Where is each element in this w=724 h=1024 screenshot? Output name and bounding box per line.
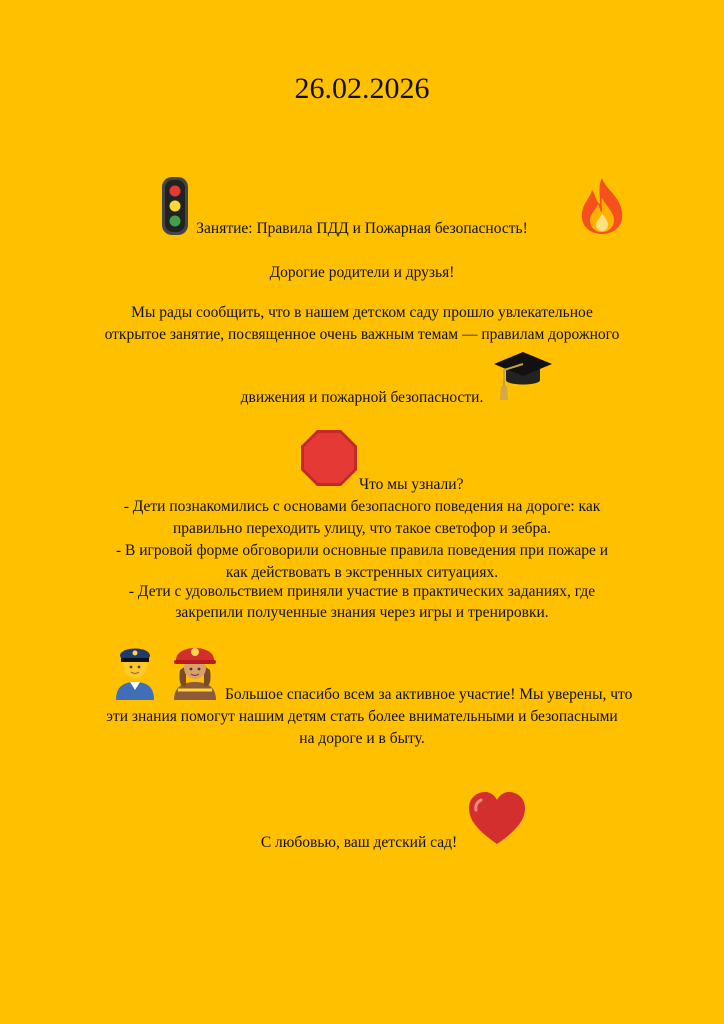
intro-line: Мы рады сообщить, что в нашем детском саду прошло увлекательное xyxy=(131,304,593,321)
thanks-line: на дороге и в быту. xyxy=(299,730,425,747)
graduation-cap-icon xyxy=(492,346,554,404)
learned-line: закрепили полученные знания через игры и тренировки. xyxy=(175,604,549,621)
learned-heading: Что мы узнали? xyxy=(359,476,464,493)
greeting: Дорогие родители и друзья! xyxy=(269,264,455,281)
fire-icon xyxy=(576,176,628,236)
signoff: С любовью, ваш детский сад! xyxy=(260,834,458,851)
learned-line: - В игровой форме обговорили основные правила поведения при пожаре и xyxy=(115,542,609,559)
announcement-title: Занятие: Правила ПДД и Пожарная безопасность! xyxy=(196,220,528,237)
thanks-line: Большое спасибо всем за активное участие! Мы уверены, что xyxy=(225,686,633,703)
stop-sign-icon xyxy=(299,428,359,488)
learned-line: - Дети познакомились с основами безопасного поведения на дороге: как xyxy=(123,498,601,515)
thanks-line: эти знания помогут нашим детям стать более внимательными и безопасными xyxy=(106,708,618,725)
firefighter-icon xyxy=(168,640,222,700)
heart-icon xyxy=(467,790,527,846)
police-officer-icon xyxy=(110,640,160,700)
learned-line: правильно переходить улицу, что такое светофор и зебра. xyxy=(172,520,552,537)
learned-line: - Дети с удовольствием приняли участие в практических заданиях, где xyxy=(128,583,596,600)
intro-line: открытое занятие, посвященное очень важным темам — правилам дорожного xyxy=(104,326,620,343)
intro-line: движения и пожарной безопасности. xyxy=(240,389,484,406)
learned-line: как действовать в экстренных ситуациях. xyxy=(225,564,499,581)
page-date: 26.02.2026 xyxy=(294,72,430,105)
